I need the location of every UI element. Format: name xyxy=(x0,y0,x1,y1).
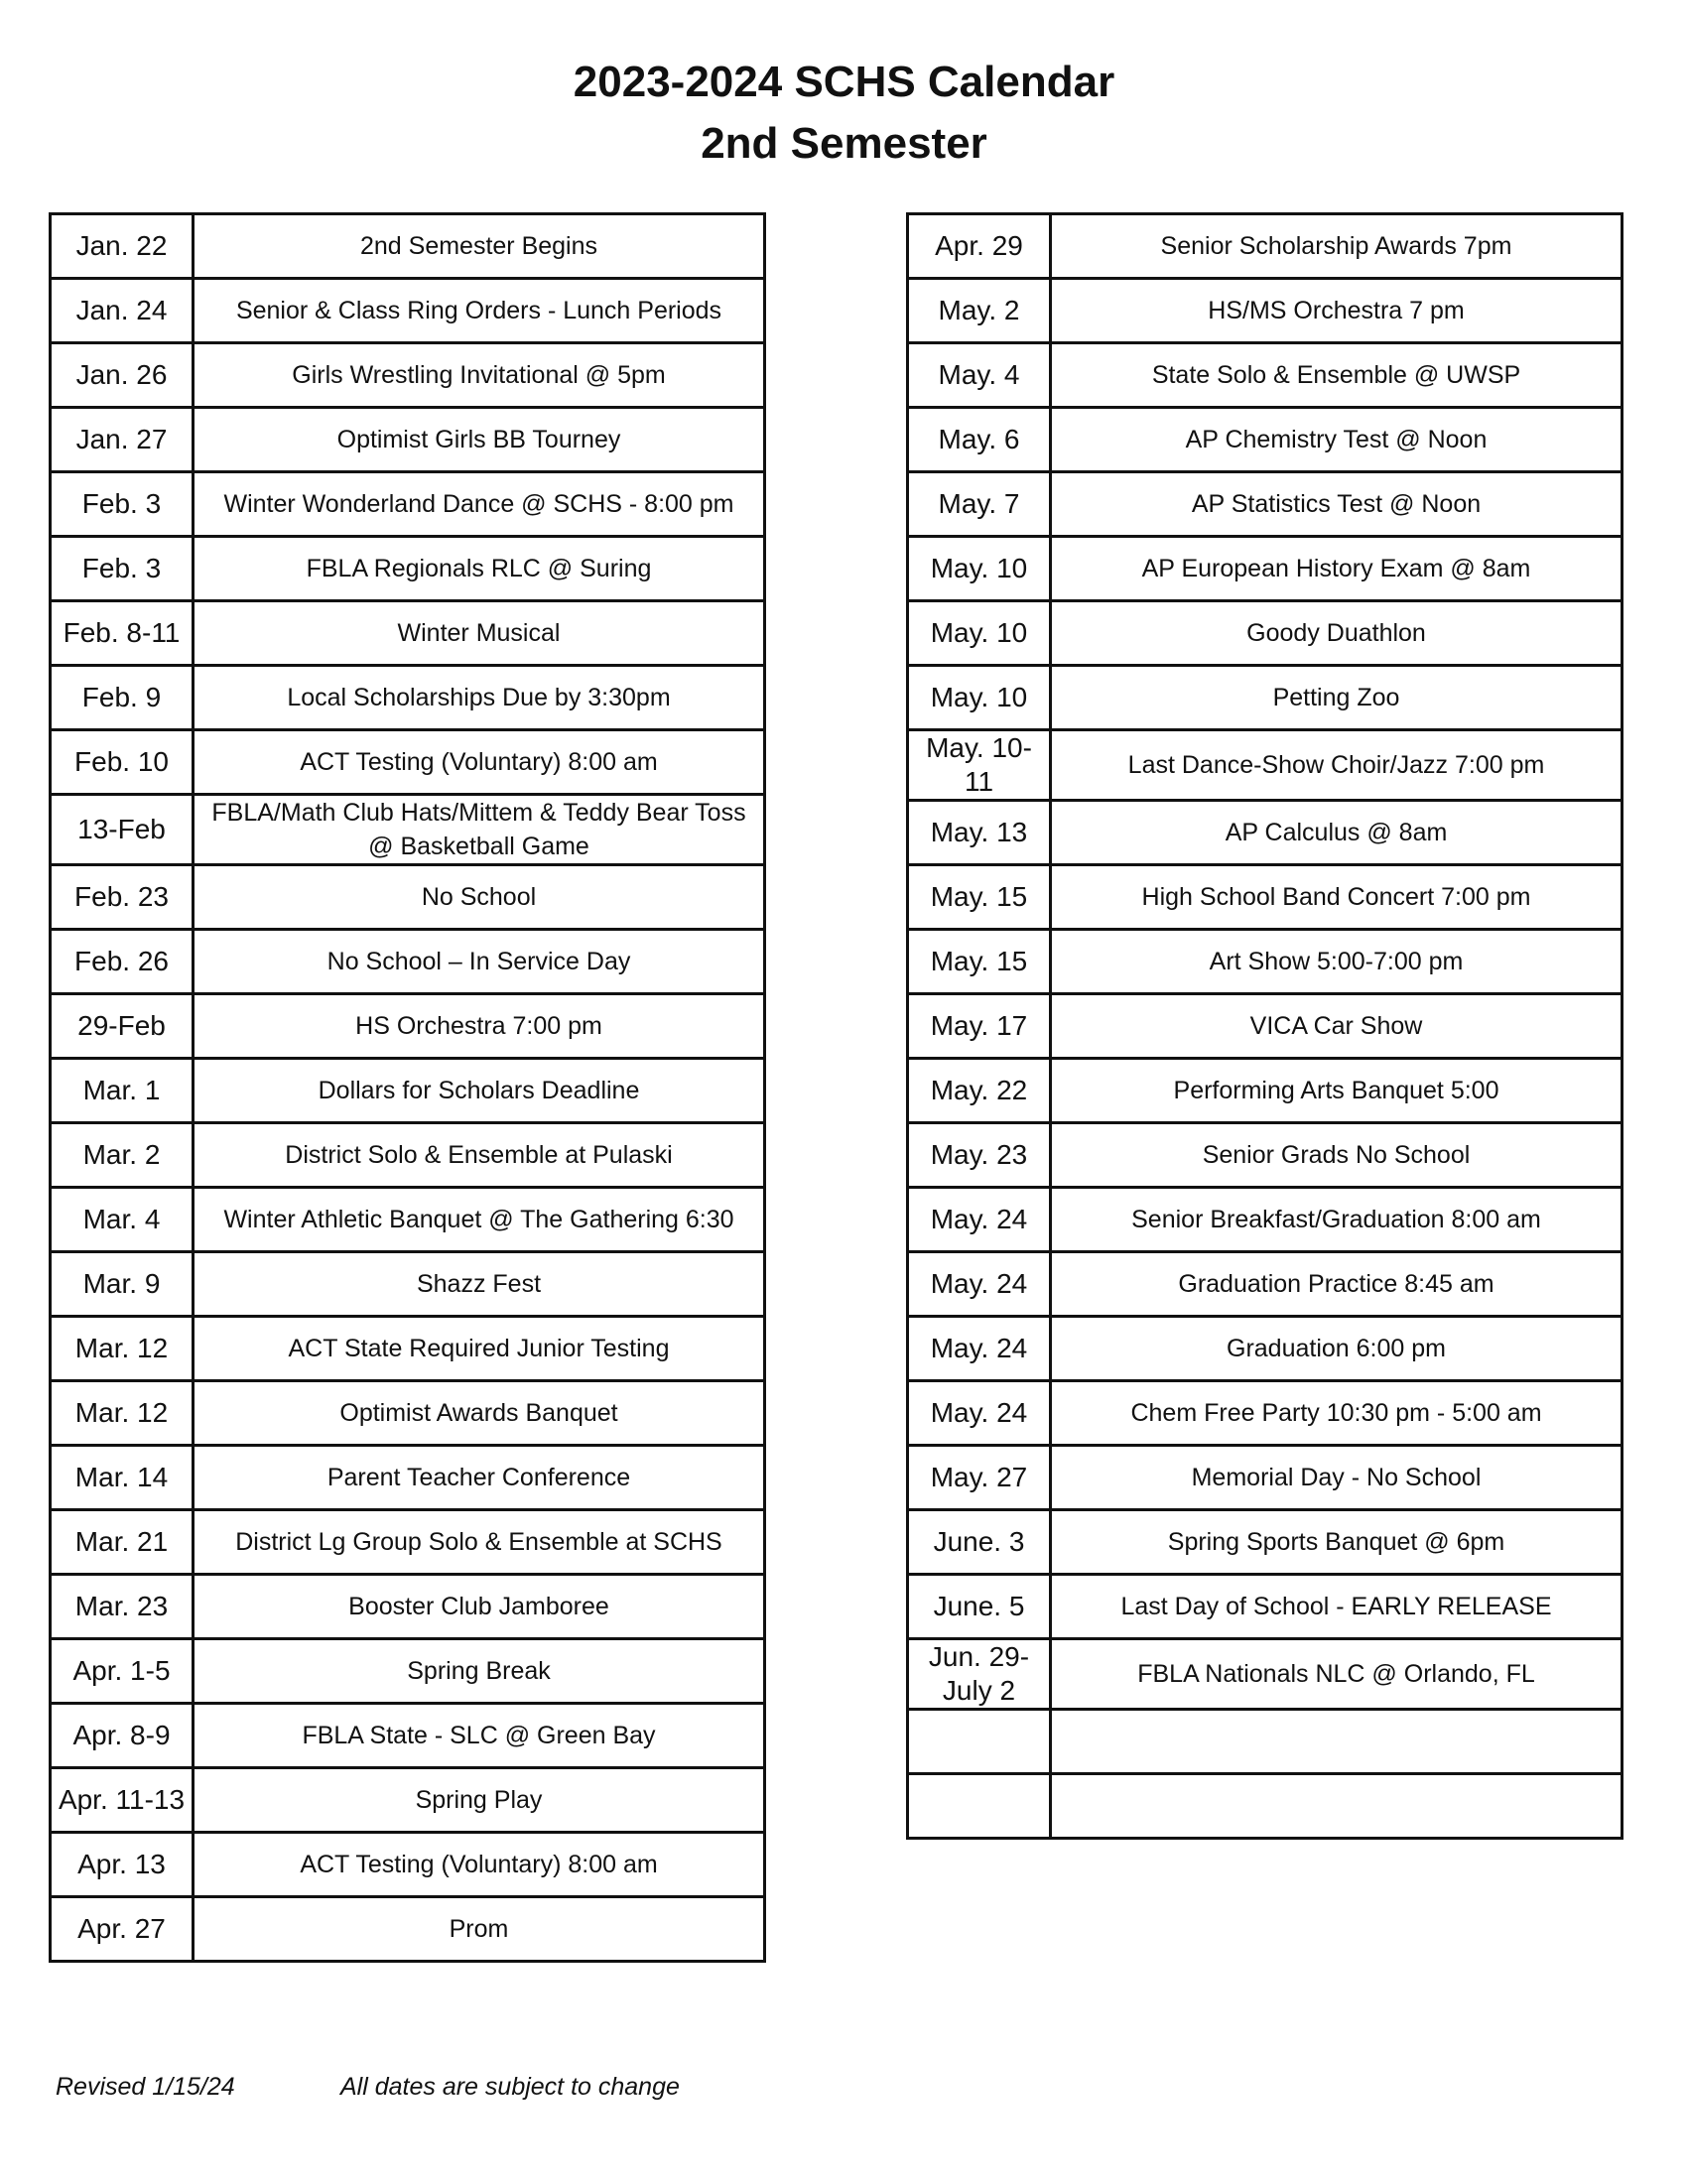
table-row xyxy=(51,1059,765,1123)
event-date: Jan. 26 xyxy=(51,343,194,408)
event-date: Mar. 21 xyxy=(51,1510,194,1575)
event-description: Last Day of School - EARLY RELEASE xyxy=(1051,1575,1623,1639)
event-date: Feb. 9 xyxy=(51,666,194,730)
table-row xyxy=(51,1833,765,1897)
table-row xyxy=(51,279,765,343)
revised-note: Revised 1/15/24 xyxy=(56,2073,235,2101)
event-description: AP European History Exam @ 8am xyxy=(1051,537,1623,601)
event-date: Feb. 8-11 xyxy=(51,601,194,666)
event-description: Spring Sports Banquet @ 6pm xyxy=(1051,1510,1623,1575)
event-description: ACT State Required Junior Testing xyxy=(194,1317,765,1381)
event-date: Apr. 29 xyxy=(908,214,1051,279)
event-date: Apr. 8-9 xyxy=(51,1704,194,1768)
event-description: Petting Zoo xyxy=(1051,666,1623,730)
table-row xyxy=(51,1639,765,1704)
event-date: Apr. 1-5 xyxy=(51,1639,194,1704)
table-row xyxy=(51,408,765,472)
event-description: High School Band Concert 7:00 pm xyxy=(1051,865,1623,930)
event-description: AP Statistics Test @ Noon xyxy=(1051,472,1623,537)
event-description: No School xyxy=(194,865,765,930)
event-description: Memorial Day - No School xyxy=(1051,1446,1623,1510)
event-description: No School – In Service Day xyxy=(194,930,765,994)
table-row xyxy=(51,795,765,865)
table-row xyxy=(908,537,1623,601)
event-date: Mar. 23 xyxy=(51,1575,194,1639)
table-row xyxy=(908,472,1623,537)
event-date: Apr. 27 xyxy=(51,1897,194,1962)
event-date: June. 3 xyxy=(908,1510,1051,1575)
event-date: Feb. 26 xyxy=(51,930,194,994)
event-description: Senior Grads No School xyxy=(1051,1123,1623,1188)
table-row xyxy=(51,343,765,408)
table-row xyxy=(51,1897,765,1962)
event-description: ACT Testing (Voluntary) 8:00 am xyxy=(194,730,765,795)
table-row xyxy=(908,1446,1623,1510)
event-date: Apr. 11-13 xyxy=(51,1768,194,1833)
table-row xyxy=(908,408,1623,472)
table-row xyxy=(908,730,1623,801)
event-description: Shazz Fest xyxy=(194,1252,765,1317)
table-row xyxy=(908,601,1623,666)
event-date: May. 7 xyxy=(908,472,1051,537)
event-date: May. 24 xyxy=(908,1381,1051,1446)
table-row xyxy=(908,1774,1623,1839)
event-date: May. 27 xyxy=(908,1446,1051,1510)
event-date: May. 23 xyxy=(908,1123,1051,1188)
event-description: District Lg Group Solo & Ensemble at SCHS xyxy=(194,1510,765,1575)
table-row xyxy=(908,994,1623,1059)
event-description: Senior & Class Ring Orders - Lunch Periods xyxy=(194,279,765,343)
table-row xyxy=(51,1575,765,1639)
event-date: May. 13 xyxy=(908,801,1051,865)
event-description: HS/MS Orchestra 7 pm xyxy=(1051,279,1623,343)
table-row xyxy=(908,666,1623,730)
event-description xyxy=(1051,1774,1623,1839)
table-row xyxy=(908,1188,1623,1252)
event-description: Goody Duathlon xyxy=(1051,601,1623,666)
event-date: Jan. 24 xyxy=(51,279,194,343)
event-date: Feb. 10 xyxy=(51,730,194,795)
event-date: May. 10-11 xyxy=(908,730,1051,801)
event-date: May. 24 xyxy=(908,1317,1051,1381)
table-row xyxy=(908,801,1623,865)
event-date: May. 4 xyxy=(908,343,1051,408)
event-date: Mar. 2 xyxy=(51,1123,194,1188)
event-description: AP Calculus @ 8am xyxy=(1051,801,1623,865)
table-row xyxy=(908,343,1623,408)
event-date: May. 6 xyxy=(908,408,1051,472)
event-description: Optimist Girls BB Tourney xyxy=(194,408,765,472)
table-row xyxy=(51,666,765,730)
table-row xyxy=(908,1317,1623,1381)
event-date: May. 10 xyxy=(908,537,1051,601)
event-description: Winter Wonderland Dance @ SCHS - 8:00 pm xyxy=(194,472,765,537)
change-disclaimer: All dates are subject to change xyxy=(340,2073,680,2101)
event-description: Graduation Practice 8:45 am xyxy=(1051,1252,1623,1317)
event-description: FBLA Nationals NLC @ Orlando, FL xyxy=(1051,1639,1623,1710)
event-description: Parent Teacher Conference xyxy=(194,1446,765,1510)
event-description: 2nd Semester Begins xyxy=(194,214,765,279)
table-row xyxy=(51,1704,765,1768)
table-row xyxy=(51,994,765,1059)
event-description: Booster Club Jamboree xyxy=(194,1575,765,1639)
event-date: May. 10 xyxy=(908,601,1051,666)
table-row xyxy=(51,472,765,537)
table-row xyxy=(908,279,1623,343)
event-description: Spring Break xyxy=(194,1639,765,1704)
event-description: Senior Breakfast/Graduation 8:00 am xyxy=(1051,1188,1623,1252)
event-date: May. 10 xyxy=(908,666,1051,730)
event-description: AP Chemistry Test @ Noon xyxy=(1051,408,1623,472)
event-date: May. 22 xyxy=(908,1059,1051,1123)
event-date: Mar. 12 xyxy=(51,1317,194,1381)
table-row xyxy=(51,930,765,994)
event-description: Chem Free Party 10:30 pm - 5:00 am xyxy=(1051,1381,1623,1446)
table-row xyxy=(908,214,1623,279)
event-date: 29-Feb xyxy=(51,994,194,1059)
event-description xyxy=(1051,1710,1623,1774)
event-date: Feb. 3 xyxy=(51,472,194,537)
event-date: Mar. 4 xyxy=(51,1188,194,1252)
event-date: May. 17 xyxy=(908,994,1051,1059)
table-row xyxy=(908,1381,1623,1446)
event-description: Winter Athletic Banquet @ The Gathering 6:30 xyxy=(194,1188,765,1252)
event-description: Art Show 5:00-7:00 pm xyxy=(1051,930,1623,994)
event-description: Graduation 6:00 pm xyxy=(1051,1317,1623,1381)
event-description: FBLA Regionals RLC @ Suring xyxy=(194,537,765,601)
event-description: Local Scholarships Due by 3:30pm xyxy=(194,666,765,730)
event-description: ACT Testing (Voluntary) 8:00 am xyxy=(194,1833,765,1897)
event-date: May. 15 xyxy=(908,865,1051,930)
event-description: Prom xyxy=(194,1897,765,1962)
table-row xyxy=(908,1123,1623,1188)
calendar-title: 2023-2024 SCHS Calendar xyxy=(573,58,1115,106)
table-row xyxy=(51,214,765,279)
table-row xyxy=(51,1317,765,1381)
table-row xyxy=(908,1252,1623,1317)
table-row xyxy=(908,865,1623,930)
event-date: Mar. 14 xyxy=(51,1446,194,1510)
event-description: State Solo & Ensemble @ UWSP xyxy=(1051,343,1623,408)
event-date: 13-Feb xyxy=(51,795,194,865)
table-row xyxy=(51,865,765,930)
table-row xyxy=(51,1188,765,1252)
table-row xyxy=(51,1446,765,1510)
event-date: May. 15 xyxy=(908,930,1051,994)
event-description: Winter Musical xyxy=(194,601,765,666)
event-date: May. 24 xyxy=(908,1252,1051,1317)
table-row xyxy=(908,1059,1623,1123)
event-description: Girls Wrestling Invitational @ 5pm xyxy=(194,343,765,408)
table-row xyxy=(908,1639,1623,1710)
event-description: District Solo & Ensemble at Pulaski xyxy=(194,1123,765,1188)
table-row xyxy=(51,1768,765,1833)
table-row xyxy=(51,1252,765,1317)
table-row xyxy=(51,1123,765,1188)
table-row xyxy=(908,1710,1623,1774)
right-calendar-table xyxy=(906,212,1623,1840)
event-description: Performing Arts Banquet 5:00 xyxy=(1051,1059,1623,1123)
event-date: June. 5 xyxy=(908,1575,1051,1639)
table-row xyxy=(51,730,765,795)
table-row xyxy=(908,1510,1623,1575)
event-description: Last Dance-Show Choir/Jazz 7:00 pm xyxy=(1051,730,1623,801)
event-description: VICA Car Show xyxy=(1051,994,1623,1059)
semester-subtitle: 2nd Semester xyxy=(701,119,987,168)
event-description: FBLA State - SLC @ Green Bay xyxy=(194,1704,765,1768)
event-description: Optimist Awards Banquet xyxy=(194,1381,765,1446)
table-row xyxy=(908,930,1623,994)
event-date: Feb. 3 xyxy=(51,537,194,601)
event-description: Senior Scholarship Awards 7pm xyxy=(1051,214,1623,279)
event-date xyxy=(908,1774,1051,1839)
event-description: HS Orchestra 7:00 pm xyxy=(194,994,765,1059)
event-date: May. 24 xyxy=(908,1188,1051,1252)
page-title xyxy=(0,52,1688,175)
left-calendar-table xyxy=(49,212,766,1963)
table-row xyxy=(51,601,765,666)
event-date xyxy=(908,1710,1051,1774)
table-row xyxy=(908,1575,1623,1639)
event-date: Feb. 23 xyxy=(51,865,194,930)
event-description: Spring Play xyxy=(194,1768,765,1833)
event-description: Dollars for Scholars Deadline xyxy=(194,1059,765,1123)
event-date: Apr. 13 xyxy=(51,1833,194,1897)
event-date: Mar. 9 xyxy=(51,1252,194,1317)
table-row xyxy=(51,1381,765,1446)
table-row xyxy=(51,537,765,601)
event-date: Mar. 12 xyxy=(51,1381,194,1446)
event-date: May. 2 xyxy=(908,279,1051,343)
event-date: Jun. 29-July 2 xyxy=(908,1639,1051,1710)
event-date: Jan. 22 xyxy=(51,214,194,279)
table-row xyxy=(51,1510,765,1575)
event-date: Jan. 27 xyxy=(51,408,194,472)
event-date: Mar. 1 xyxy=(51,1059,194,1123)
event-description: FBLA/Math Club Hats/Mittem & Teddy Bear Toss @ Basketball Game xyxy=(194,795,765,865)
